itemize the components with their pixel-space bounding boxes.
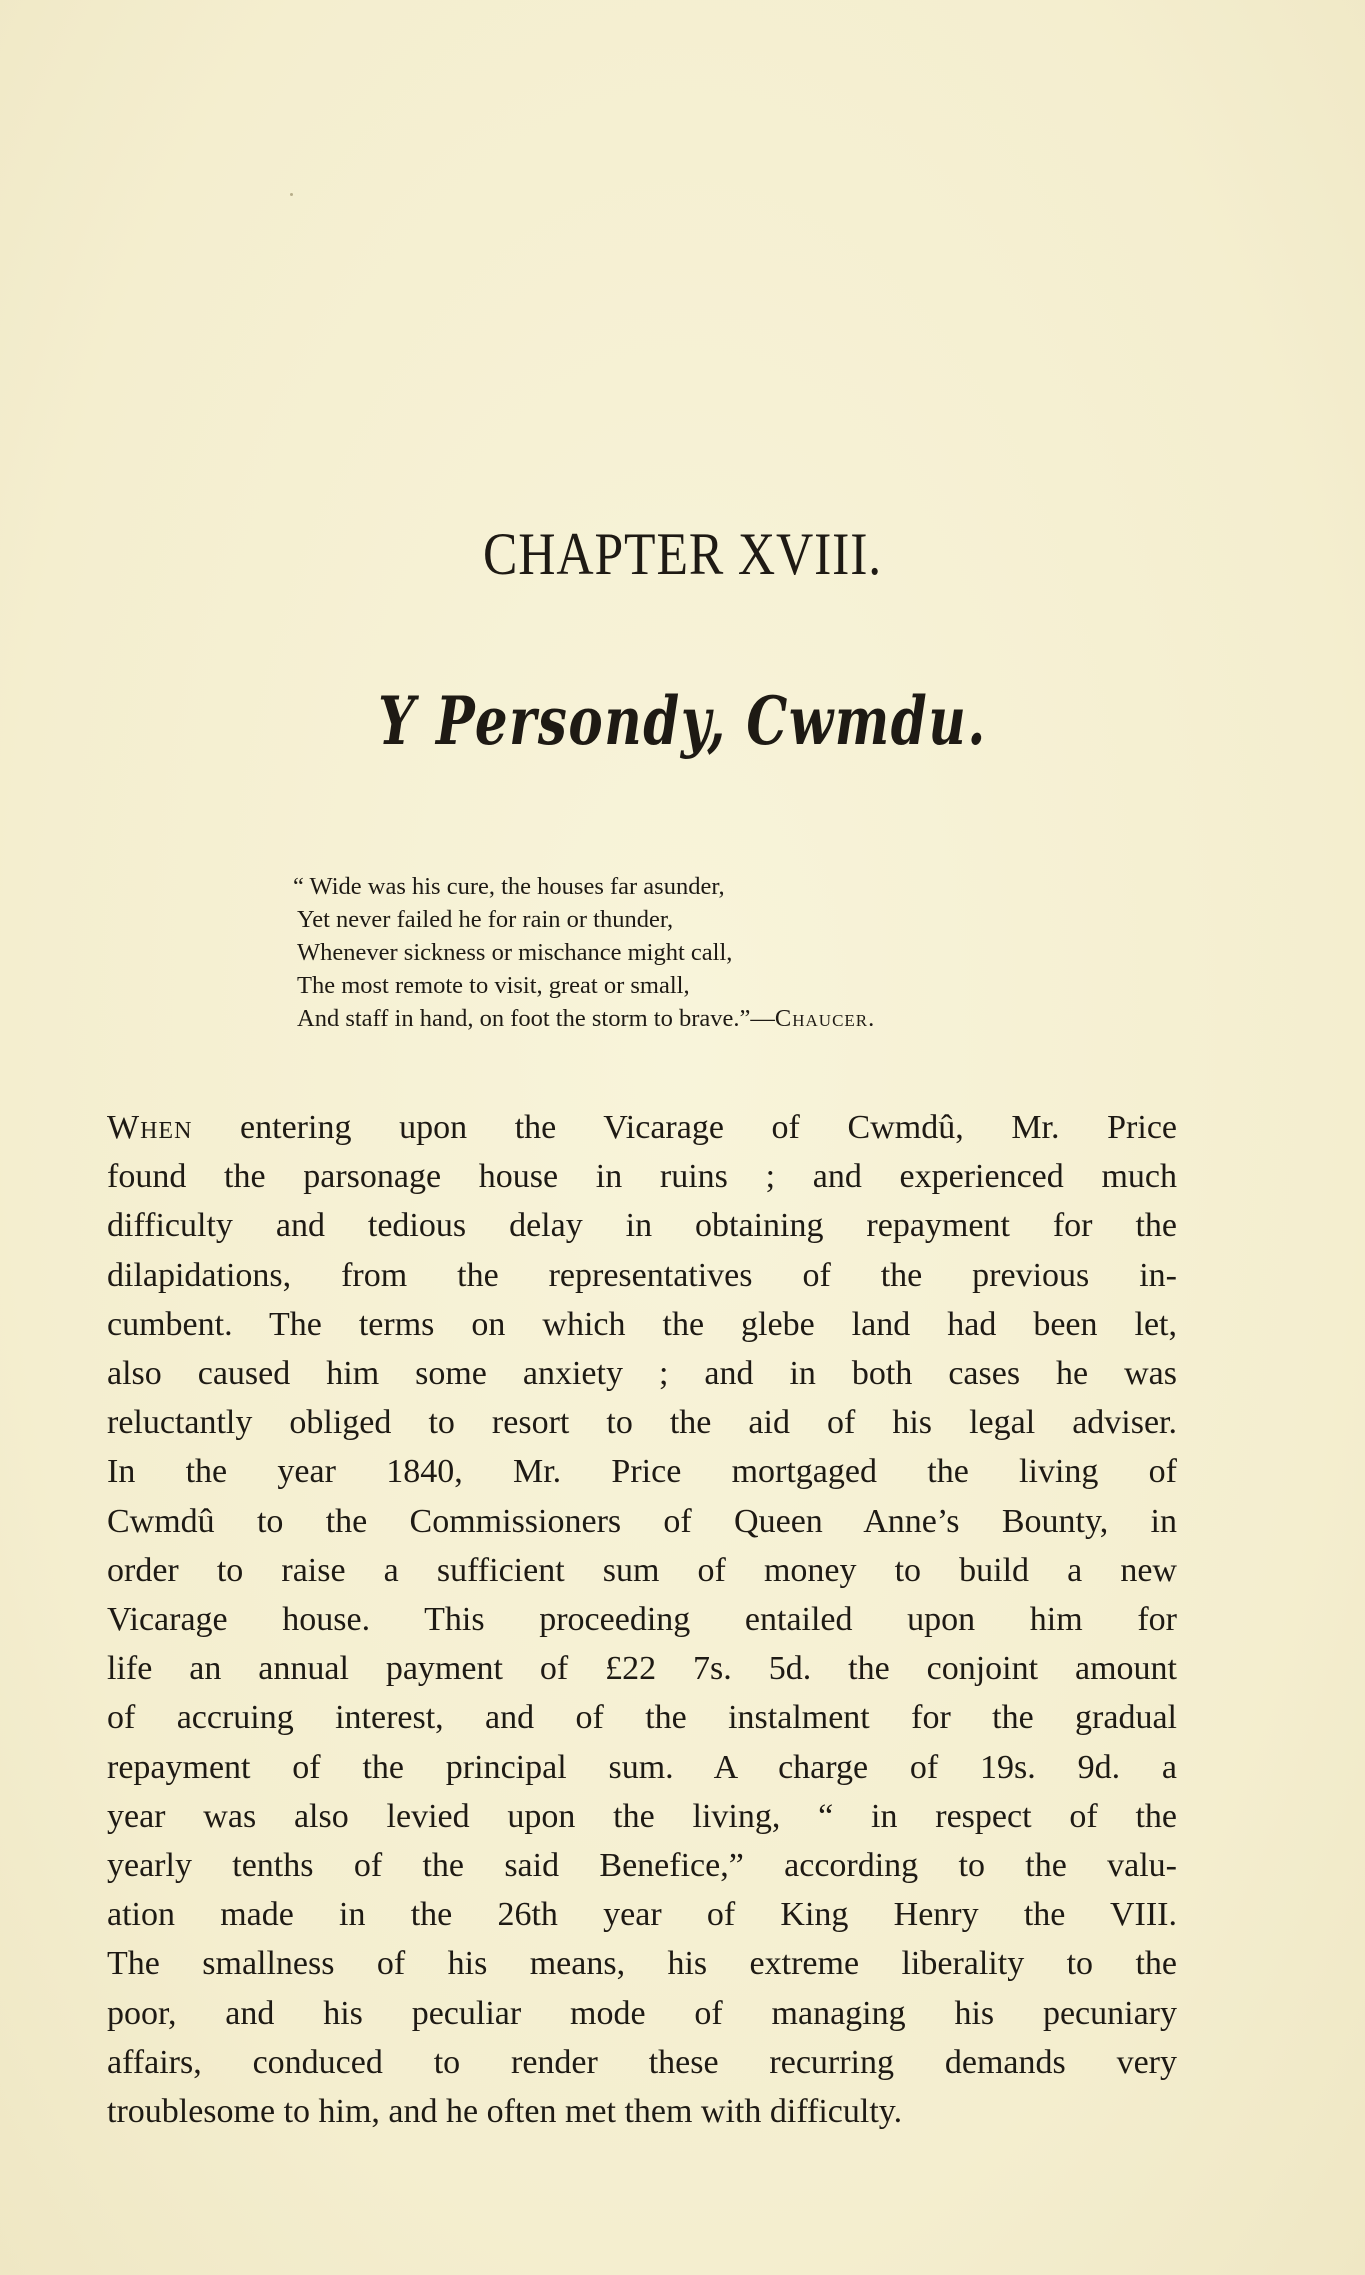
opening-word: When (107, 1109, 193, 1146)
body-line (107, 1103, 1177, 1152)
body-line-text: entering upon the Vicarage of Cwmdû, Mr. Price (192, 1109, 1177, 1146)
chapter-subtitle: Y Persondy, Cwmdu. (378, 682, 987, 760)
body-line: affairs, conduced to render these recurring demands very (107, 2043, 1177, 2081)
epigraph (293, 870, 1153, 1035)
body-line: The smallness of his means, his extreme liberality to the (107, 1945, 1177, 1983)
body-line: poor, and his peculiar mode of managing his pecuniary (107, 1994, 1177, 2032)
body-line: Cwmdû to the Commissioners of Queen Anne’s Bounty, in (107, 1502, 1177, 1540)
body-line: troublesome to him, and he often met them with difficulty. (107, 2093, 903, 2131)
body-line: of accruing interest, and of the instalment for the gradual (107, 1699, 1177, 1737)
epigraph-line: “ Wide was his cure, the houses far asunder, (293, 873, 725, 900)
epigraph-line (293, 1002, 1153, 1035)
body-line: cumbent. The terms on which the glebe land had been let, (107, 1305, 1177, 1343)
body-paragraph (107, 1103, 1177, 2136)
epigraph-line: The most remote to visit, great or small, (297, 972, 690, 999)
body-line: year was also levied upon the living, “ in respect of the (107, 1797, 1177, 1835)
epigraph-line: Whenever sickness or mischance might call, (297, 939, 733, 966)
epigraph-line-text: And staff in hand, on foot the storm to brave.”— (297, 1005, 775, 1032)
body-line: In the year 1840, Mr. Price mortgaged the living of (107, 1453, 1177, 1491)
body-line: yearly tenths of the said Benefice,” according to the valu- (107, 1847, 1177, 1885)
body-line: repayment of the principal sum. A charge of 19s. 9d. a (107, 1748, 1177, 1786)
body-line: life an annual payment of £22 7s. 5d. the conjoint amount (107, 1650, 1177, 1688)
body-line: difficulty and tedious delay in obtaining repayment for the (107, 1207, 1177, 1245)
body-line: also caused him some anxiety ; and in both cases he was (107, 1355, 1177, 1393)
epigraph-line: Yet never failed he for rain or thunder, (297, 906, 674, 933)
paper-speck (290, 193, 293, 196)
body-line: Vicarage house. This proceeding entailed upon him for (107, 1601, 1177, 1639)
body-line: dilapidations, from the representatives of the previous in- (107, 1256, 1177, 1294)
body-line: order to raise a sufficient sum of money to build a new (107, 1551, 1177, 1589)
body-line: found the parsonage house in ruins ; and experienced much (107, 1158, 1177, 1196)
body-line: reluctantly obliged to resort to the aid of his legal adviser. (107, 1404, 1177, 1442)
epigraph-attribution: Chaucer. (774, 1005, 876, 1032)
chapter-title: CHAPTER XVIII. (482, 521, 883, 587)
body-line: ation made in the 26th year of King Henry the VIII. (107, 1896, 1177, 1934)
